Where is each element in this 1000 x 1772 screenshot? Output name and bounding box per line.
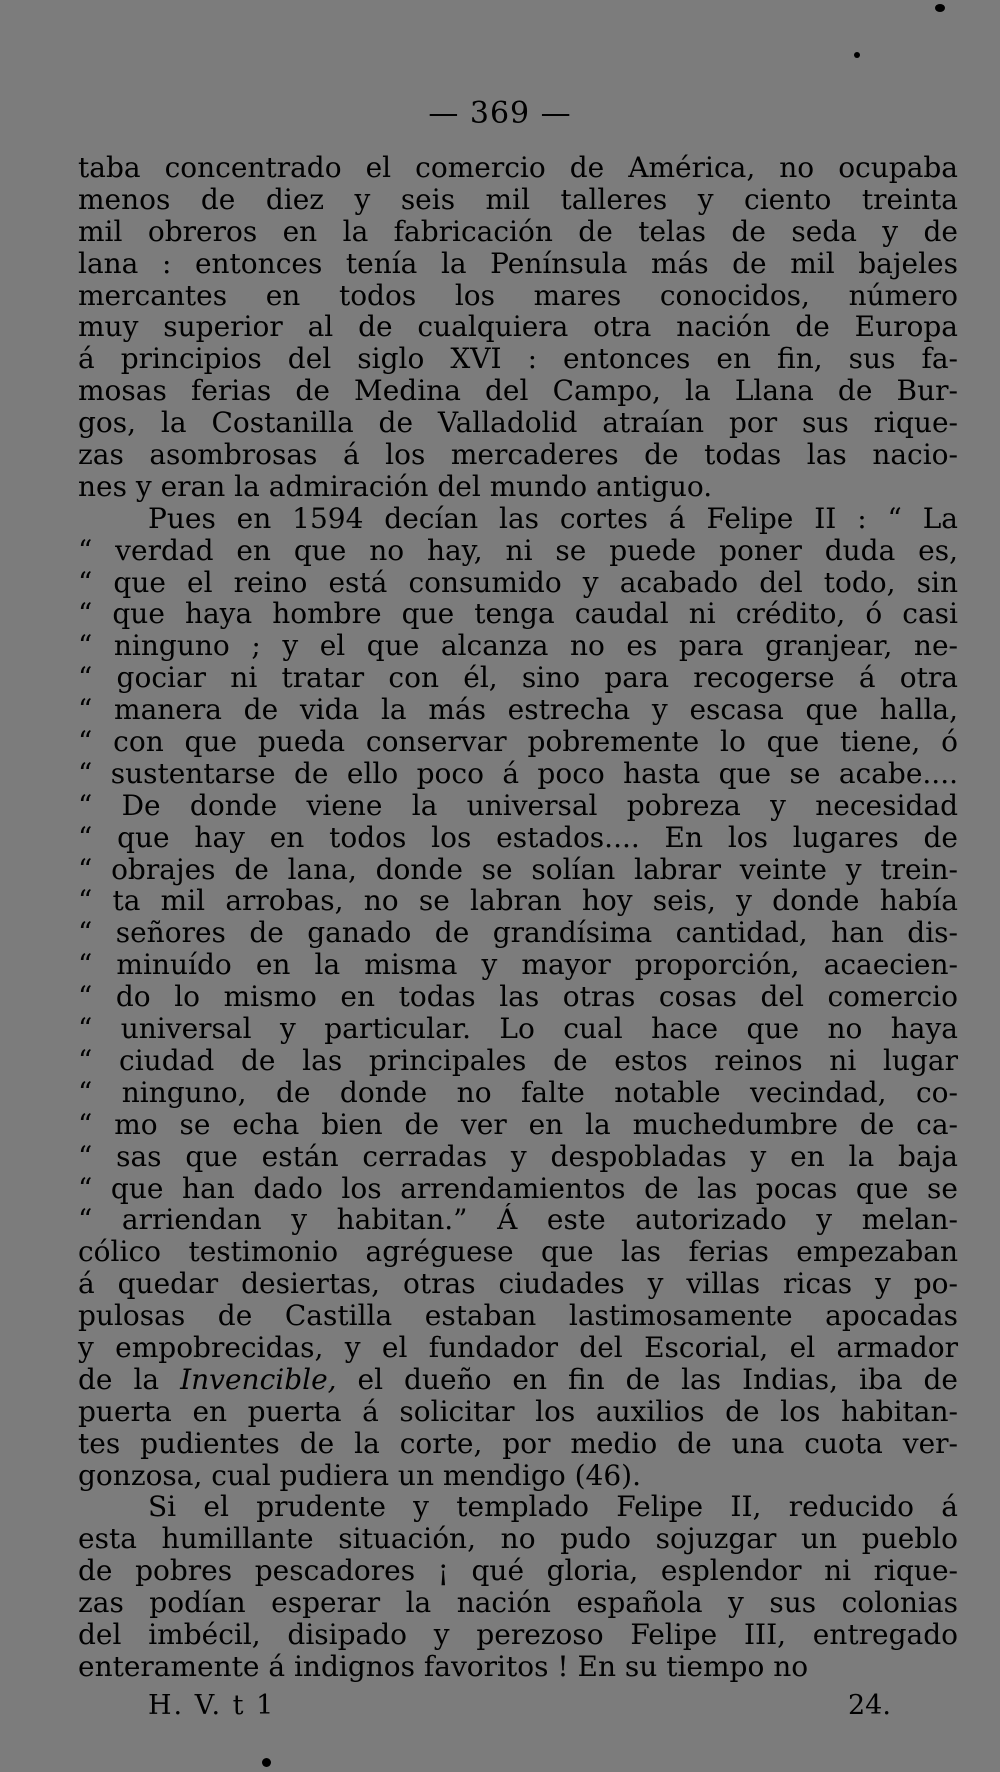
ink-speck — [262, 1758, 271, 1767]
italic-title: Invencible, — [180, 1362, 337, 1396]
text-line: “ sustentarse de ello poco á poco hasta que se acabe.... — [78, 756, 958, 790]
text-line: “ que el reino está consumido y acabado del todo, sin — [78, 565, 958, 599]
text-line: “ De donde viene la universal pobreza y necesidad — [78, 788, 958, 822]
text-line: “ mo se echa bien de ver en la muchedumbre de ca- — [78, 1107, 958, 1141]
text-line: menos de diez y seis mil talleres y ciento treinta — [78, 182, 958, 216]
text-line: “ gociar ni tratar con él, sino para recogerse á otra — [78, 661, 958, 695]
text-line: á principios del siglo XVI : entonces en fin, sus fa- — [78, 342, 958, 376]
text-line: “ ninguno, de donde no falte notable vecindad, co- — [78, 1075, 958, 1109]
ink-speck — [854, 52, 860, 58]
text-line: “ obrajes de lana, donde se solían labrar veinte y trein- — [78, 852, 958, 886]
text-line: mercantes en todos los mares conocidos, número — [78, 278, 958, 312]
text-line: puerta en puerta á solicitar los auxilios de los habitan- — [78, 1394, 958, 1428]
text-line: esta humillante situación, no pudo sojuzgar un pueblo — [78, 1522, 958, 1556]
text-line: “ do lo mismo en todas las otras cosas del comercio — [78, 980, 958, 1014]
text-line: “ ninguno ; y el que alcanza no es para granjear, ne- — [78, 629, 958, 663]
text-line: “ con que pueda conservar pobremente lo que tiene, ó — [78, 725, 958, 759]
text-line: “ que hay en todos los estados.... En los lugares de — [78, 820, 958, 854]
text-line: “ que han dado los arrendamientos de las pocas que se — [78, 1171, 958, 1205]
text-line: taba concentrado el comercio de América, no ocupaba — [78, 151, 958, 184]
text-line: y empobrecidas, y el fundador del Escorial, el armador — [78, 1330, 958, 1364]
text-line: mosas ferias de Medina del Campo, la Llana de Bur- — [78, 374, 958, 408]
page-number-header: — 369 — — [428, 96, 572, 131]
text-line: “ señores de ganado de grandísima cantidad, han dis- — [78, 916, 958, 950]
body-text — [78, 152, 958, 1683]
text-line: pulosas de Castilla estaban lastimosamente apocadas — [78, 1299, 958, 1333]
text-line: “ arriendan y habitan.” Á este autorizado y melan- — [78, 1203, 958, 1237]
text-line: cólico testimonio agréguese que las ferias empezaban — [78, 1235, 958, 1269]
text-line: muy superior al de cualquiera otra nación de Europa — [78, 310, 958, 344]
signature-mark: H. V. t 1 — [148, 1690, 276, 1721]
text-line: “ sas que están cerradas y despobladas y en la baja — [78, 1139, 958, 1173]
text-line: gos, la Costanilla de Valladolid atraían por sus rique- — [78, 406, 958, 440]
gathering-number: 24. — [848, 1690, 891, 1721]
text-line: de la Invencible, el dueño en fin de las Indias, iba de — [78, 1362, 959, 1396]
text-line: Pues en 1594 decían las cortes á Felipe II : “ La — [148, 501, 958, 535]
text-line: del imbécil, disipado y perezoso Felipe III, entregado — [78, 1617, 958, 1651]
text-line: “ verdad en que no hay, ni se puede poner duda es, — [78, 533, 958, 567]
text-line: zas asombrosas á los mercaderes de todas las nacio- — [78, 438, 958, 472]
text-line: zas podían esperar la nación española y sus colonias — [78, 1586, 958, 1620]
text-line: Si el prudente y templado Felipe II, reducido á — [148, 1490, 958, 1524]
ink-speck — [935, 4, 945, 12]
text-line: lana : entonces tenía la Península más de mil bajeles — [78, 246, 958, 280]
text-line: nes y eran la admiración del mundo antiguo. — [78, 469, 713, 503]
text-line: “ minuído en la misma y mayor proporción, acaecien- — [78, 948, 958, 982]
text-line: tes pudientes de la corte, por medio de una cuota ver- — [78, 1426, 958, 1460]
text-line: de pobres pescadores ¡ qué gloria, esplendor ni rique- — [78, 1554, 958, 1588]
text-line: á quedar desiertas, otras ciudades y villas ricas y po- — [78, 1267, 958, 1301]
text-line: “ universal y particular. Lo cual hace que no haya — [78, 1012, 958, 1046]
text-line: “ ciudad de las principales de estos reinos ni lugar — [78, 1043, 958, 1077]
text-line: gonzosa, cual pudiera un mendigo (46). — [78, 1458, 641, 1492]
text-line: “ manera de vida la más estrecha y escasa que halla, — [78, 693, 958, 727]
text-line: enteramente á indignos favoritos ! En su tiempo no — [78, 1649, 809, 1683]
text-line: “ que haya hombre que tenga caudal ni crédito, ó casi — [78, 597, 958, 631]
text-line: mil obreros en la fabricación de telas de seda y de — [78, 214, 958, 248]
text-line: “ ta mil arrobas, no se labran hoy seis, y donde había — [78, 884, 958, 918]
